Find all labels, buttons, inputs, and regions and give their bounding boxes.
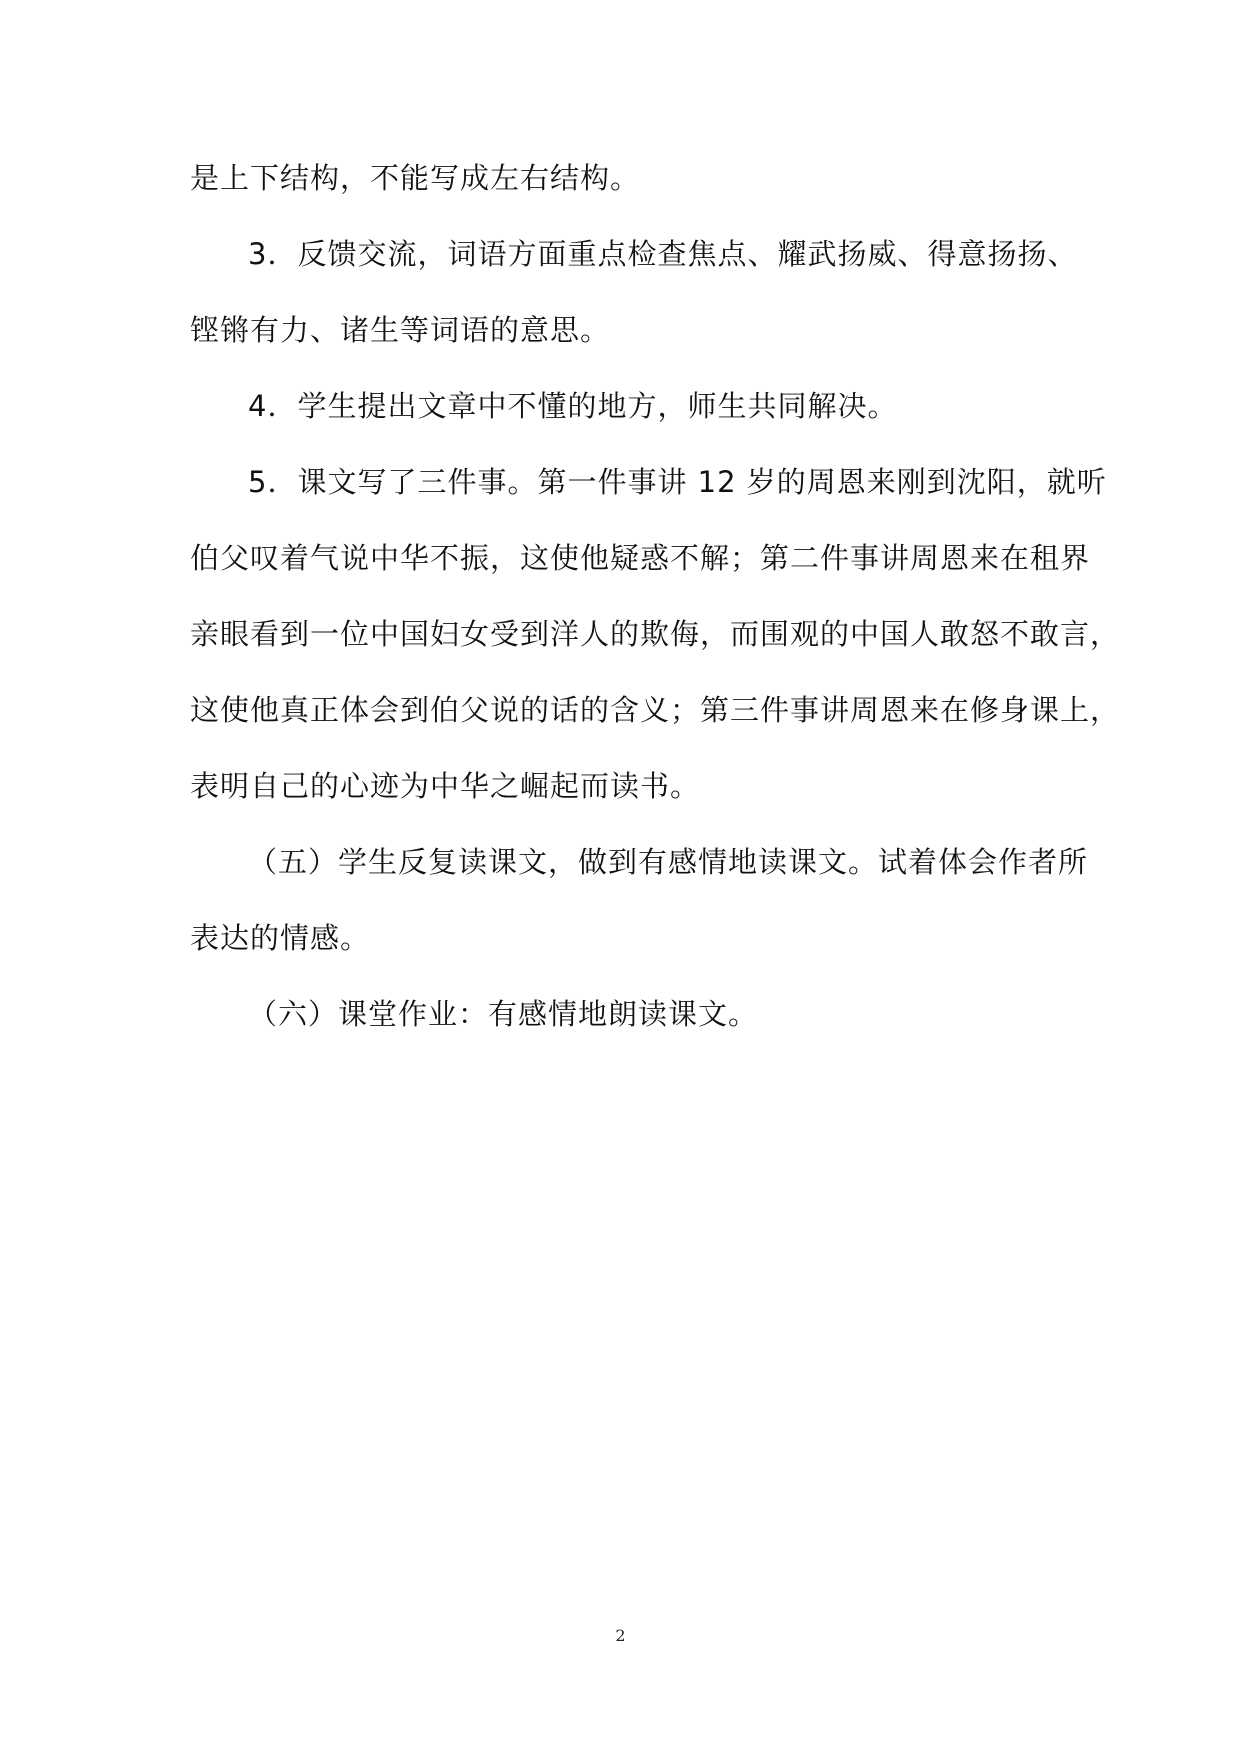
text-line: 伯父叹着气说中华不振，这使他疑惑不解；第二件事讲周恩来在租界 <box>190 541 1091 575</box>
text-line: 4．学生提出文章中不懂的地方，师生共同解决。 <box>248 389 898 423</box>
paragraph-feedback-exchange <box>190 216 1078 368</box>
text-line: （五）学生反复读课文，做到有感情地读课文。试着体会作者所 <box>248 845 1089 879</box>
text-line: 5．课文写了三件事。第一件事讲 12 岁的周恩来刚到沈阳，就听 <box>248 465 1107 499</box>
text-line: 3．反馈交流，词语方面重点检查焦点、耀武扬威、得意扬扬、 <box>248 237 1078 271</box>
paragraph-student-questions <box>190 368 1060 444</box>
page-number: 2 <box>615 1626 626 1645</box>
text-line: 表达的情感。 <box>190 921 371 955</box>
text-line: 铿锵有力、诸生等词语的意思。 <box>190 313 611 347</box>
text-line: 这使他真正体会到伯父说的话的含义；第三件事讲周恩来在修身课上， <box>190 693 1121 727</box>
document-body <box>190 140 1121 1052</box>
paragraph-three-events <box>190 444 1121 824</box>
paragraph-structure-note <box>190 140 1060 216</box>
text-line: 是上下结构，不能写成左右结构。 <box>190 161 641 195</box>
paragraph-repeated-reading <box>190 824 1089 976</box>
text-line: （六）课堂作业：有感情地朗读课文。 <box>248 997 759 1031</box>
text-line: 亲眼看到一位中国妇女受到洋人的欺侮，而围观的中国人敢怒不敢言， <box>190 617 1121 651</box>
paragraph-classroom-assignment <box>190 976 1060 1052</box>
text-line: 表明自己的心迹为中华之崛起而读书。 <box>190 769 701 803</box>
